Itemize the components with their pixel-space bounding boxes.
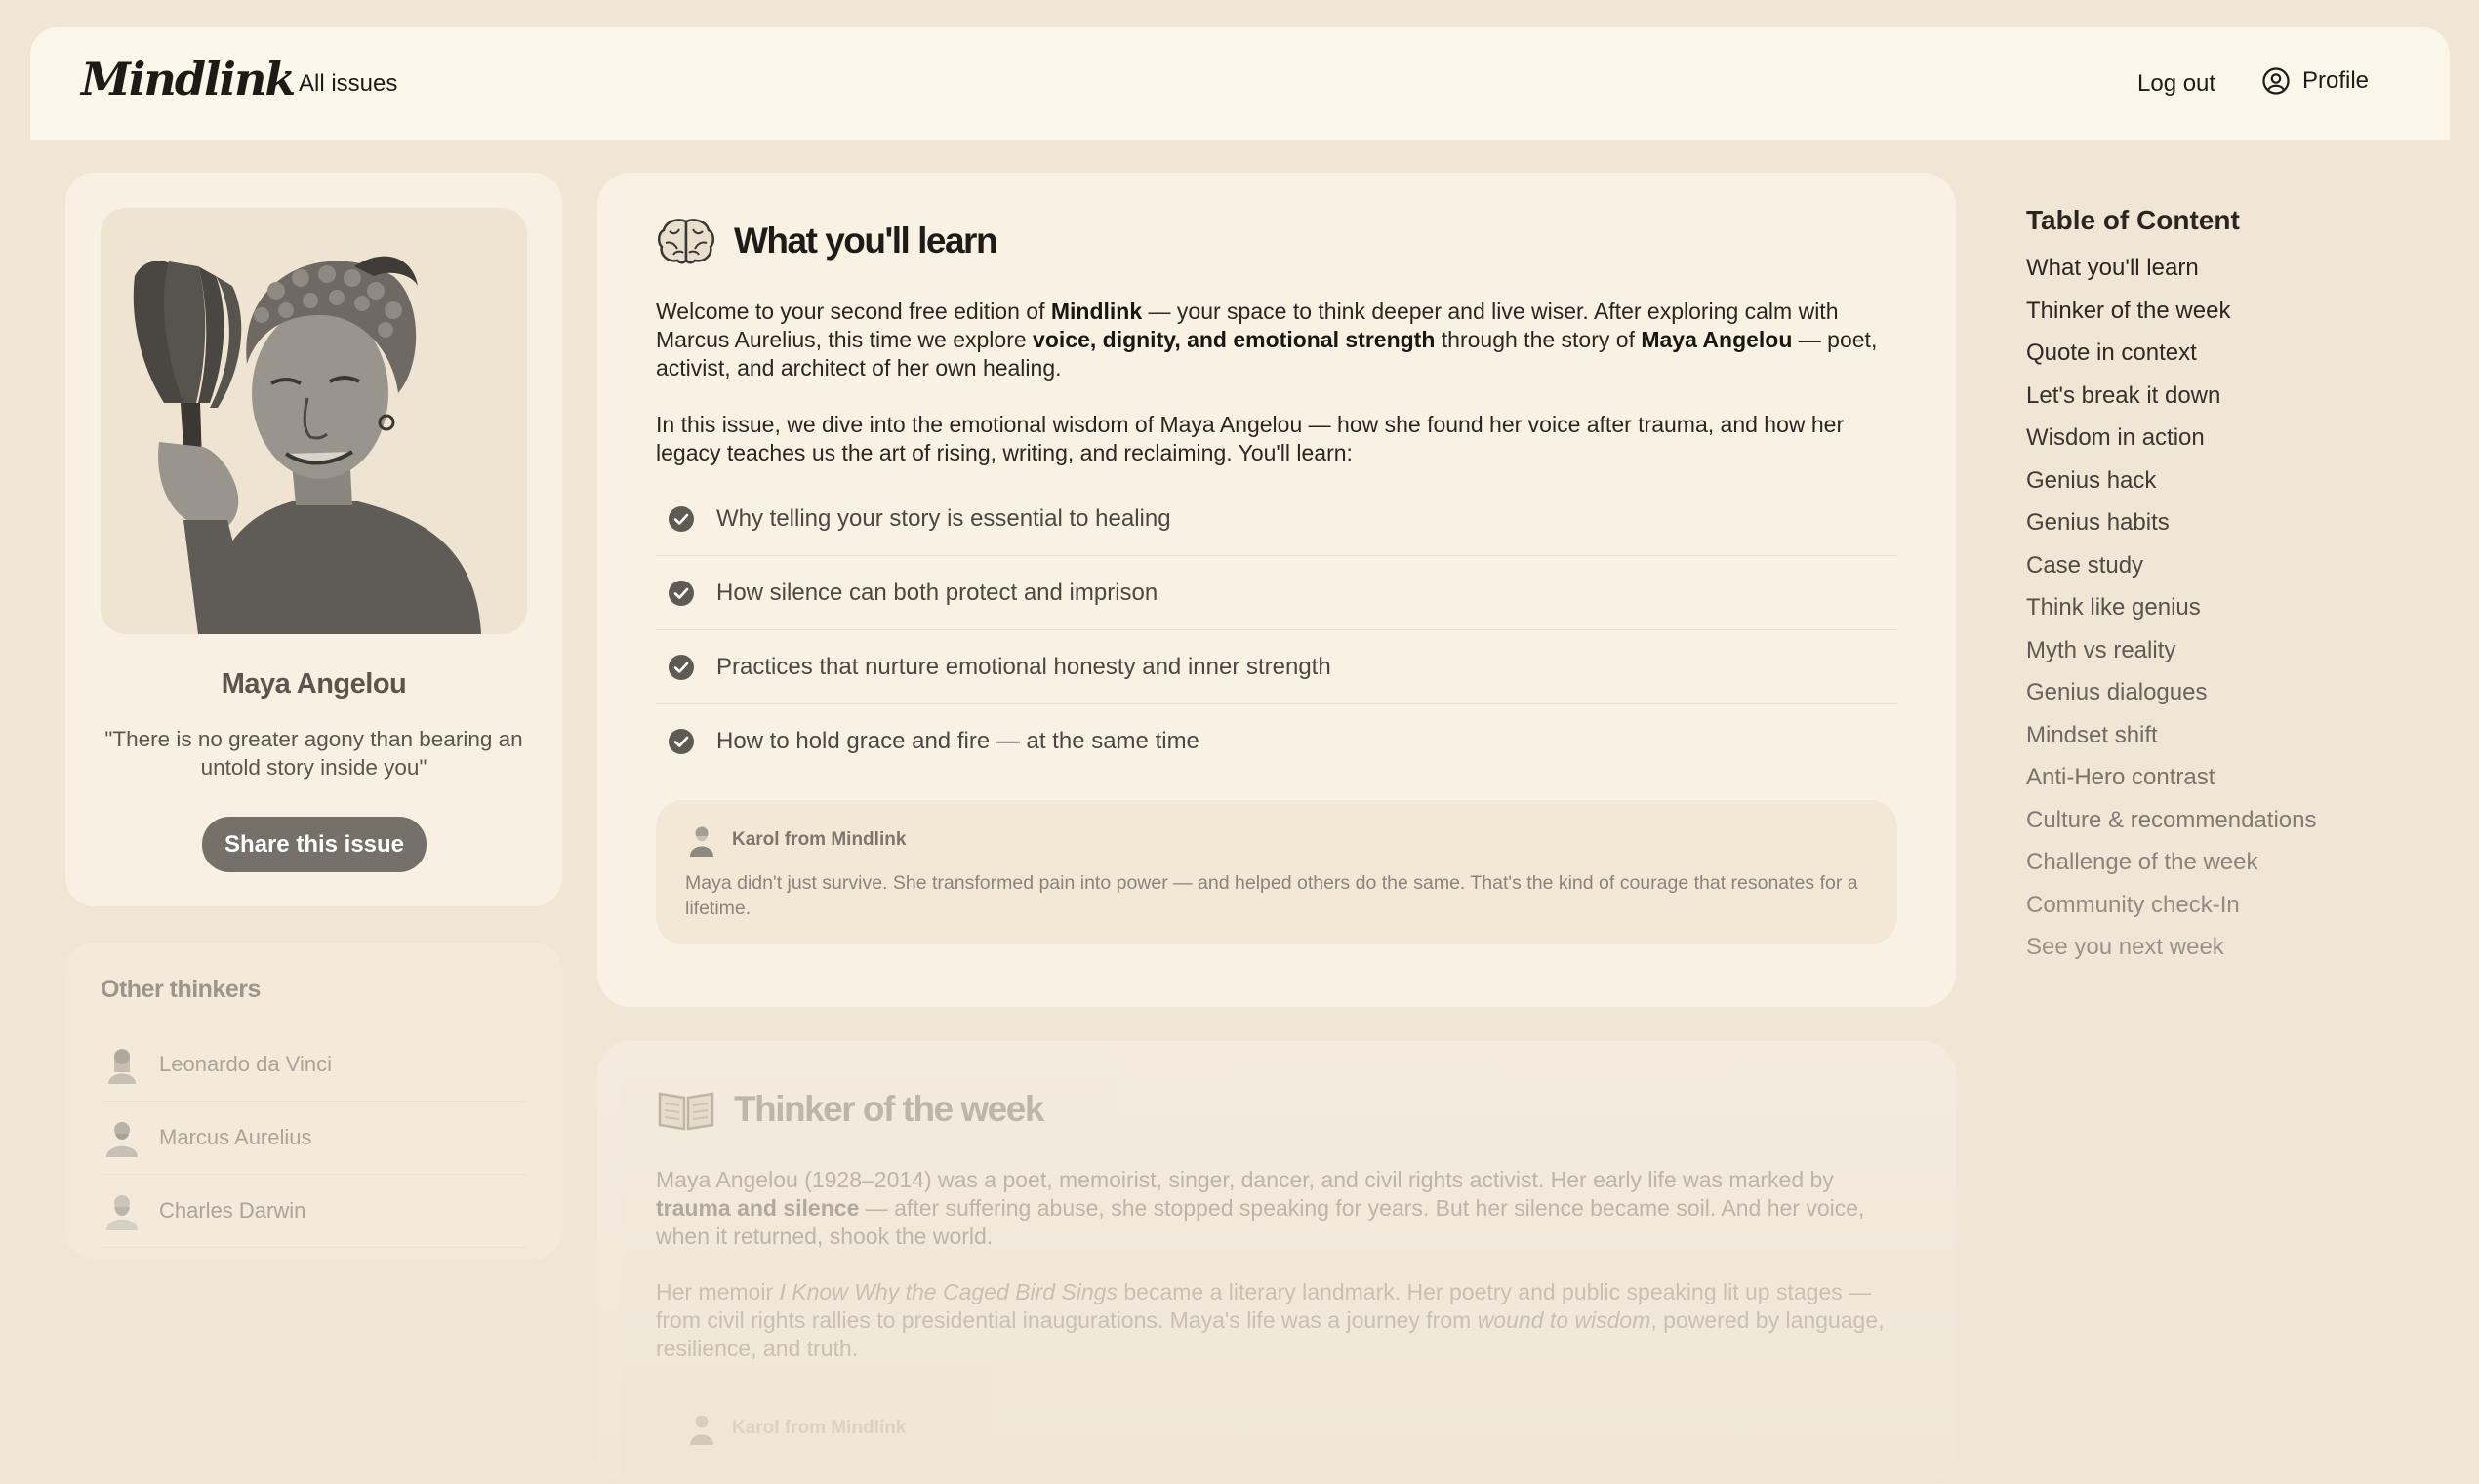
learning-point — [656, 482, 1897, 556]
brain-icon — [656, 216, 716, 266]
learning-point-text: How to hold grace and fire — at the same time — [716, 728, 1199, 754]
toc-item[interactable]: See you next week — [2026, 934, 2224, 960]
note-text: Maya didn't just survive. She transformed pain into power — and helped others do the same. That's the kind of courage that resonates for a lifetime. — [685, 872, 1858, 919]
learning-point-text: Why telling your story is essential to healing — [716, 504, 1171, 532]
other-thinker-item[interactable] — [101, 1102, 527, 1175]
learning-point — [656, 630, 1897, 704]
note-author-name: Karol from Mindlink — [732, 829, 907, 850]
thinker-avatar-icon — [101, 1043, 143, 1086]
author-avatar-icon — [687, 1412, 716, 1445]
toc-item[interactable]: Anti-Hero contrast — [2026, 764, 2215, 790]
toc-item[interactable]: Myth vs reality — [2026, 636, 2176, 663]
toc-list — [2026, 254, 2417, 976]
other-thinker-name: Marcus Aurelius — [159, 1125, 312, 1149]
note-author-name: Karol from Mindlink — [732, 1418, 907, 1438]
learning-point-text: Practices that nurture emotional honesty and inner strength — [716, 653, 1331, 680]
toc-item[interactable]: Mindset shift — [2026, 721, 2158, 748]
check-circle-icon — [668, 654, 695, 681]
other-thinker-item[interactable] — [101, 1028, 527, 1102]
toc-item[interactable]: Genius dialogues — [2026, 679, 2208, 705]
thinker-avatar-icon — [101, 1189, 143, 1232]
other-thinker-item[interactable] — [101, 1175, 527, 1248]
learning-point-text: How silence can both protect and imprison — [716, 579, 1158, 606]
check-circle-icon — [668, 580, 695, 607]
profile-link[interactable] — [2261, 66, 2369, 96]
learning-points-list — [656, 482, 1897, 779]
other-thinkers-list — [101, 1028, 527, 1248]
maya-angelou-portrait — [101, 208, 527, 634]
open-book-icon — [656, 1084, 716, 1135]
note-author — [687, 823, 906, 857]
check-circle-icon — [668, 505, 695, 533]
editor-note — [656, 800, 1897, 944]
thinker-avatar-icon — [101, 1116, 143, 1159]
logo[interactable]: Mindlink — [81, 53, 295, 105]
other-thinkers-card — [65, 943, 562, 1260]
toc-title: Table of Content — [2026, 205, 2240, 235]
section-title: Thinker of the week — [734, 1089, 1043, 1129]
toc-item[interactable]: Quote in context — [2026, 340, 2197, 366]
toc-item[interactable]: Challenge of the week — [2026, 849, 2258, 875]
thinker-name: Maya Angelou — [221, 668, 407, 700]
top-navbar — [30, 27, 2450, 140]
all-issues-link[interactable]: All issues — [299, 70, 398, 97]
toc-item[interactable]: Case study — [2026, 551, 2144, 579]
thinker-quote: "There is no greater agony than bearing an untold story inside you" — [104, 727, 523, 780]
what-youll-learn-section — [597, 173, 1956, 1007]
toc-item[interactable]: Thinker of the week — [2026, 297, 2231, 324]
author-avatar-icon — [687, 823, 716, 857]
note-author — [687, 1412, 906, 1445]
toc-item[interactable]: Genius habits — [2026, 509, 2170, 536]
toc-item[interactable]: Think like genius — [2026, 594, 2201, 621]
toc-item[interactable]: Genius hack — [2026, 466, 2157, 494]
other-thinkers-title: Other thinkers — [101, 976, 261, 1003]
thinker-memoir-paragraph: Her memoir I Know Why the Caged Bird Sings became a literary landmark. Her poetry and public speaking lit up stages — from civil rights rallies to presidential inaugurations. Maya's life was a journey from wound to wisdom, powered by language, resilience, and truth. — [656, 1279, 1885, 1361]
toc-item[interactable]: What you'll learn — [2026, 255, 2199, 281]
other-thinker-name: Leonardo da Vinci — [159, 1052, 332, 1076]
thinker-of-the-week-section — [597, 1041, 1956, 1484]
toc-item[interactable]: Wisdom in action — [2026, 424, 2205, 451]
toc-item[interactable]: Let's break it down — [2026, 381, 2221, 409]
learning-point — [656, 556, 1897, 630]
toc-item[interactable]: Community check-In — [2026, 891, 2240, 918]
intro-paragraph: Welcome to your second free edition of Mindlink — your space to think deeper and live wiser. After exploring calm with Marcus Aurelius, this time we explore voice, dignity, and emotional strength through the story of Maya Angelou — poet, activist, and architect of her own healing. — [656, 299, 1878, 381]
table-of-content — [2026, 205, 2417, 976]
section-header — [656, 1084, 1043, 1135]
section-title: What you'll learn — [734, 221, 997, 261]
logout-link[interactable]: Log out — [2137, 70, 2216, 97]
section-header — [656, 216, 996, 266]
learning-point — [656, 704, 1897, 779]
issue-paragraph: In this issue, we dive into the emotional wisdom of Maya Angelou — how she found her voice after trauma, and how her legacy teaches us the art of rising, writing, and reclaiming. You'll learn: — [656, 412, 1845, 465]
check-circle-icon — [668, 728, 695, 755]
share-issue-button[interactable]: Share this issue — [202, 817, 427, 872]
other-thinker-name: Charles Darwin — [159, 1198, 306, 1223]
toc-item[interactable]: Culture & recommendations — [2026, 806, 2317, 833]
thinker-bio-paragraph: Maya Angelou (1928–2014) was a poet, memoirist, singer, dancer, and civil rights activist. Her early life was marked by trauma and silence — after suffering abuse, she stopped speaking for years. But her silence became soil. And her voice, when it returned, shook the world. — [656, 1167, 1865, 1249]
thinker-profile-card — [65, 173, 562, 906]
user-circle-icon — [2261, 66, 2291, 96]
profile-label: Profile — [2302, 67, 2370, 94]
